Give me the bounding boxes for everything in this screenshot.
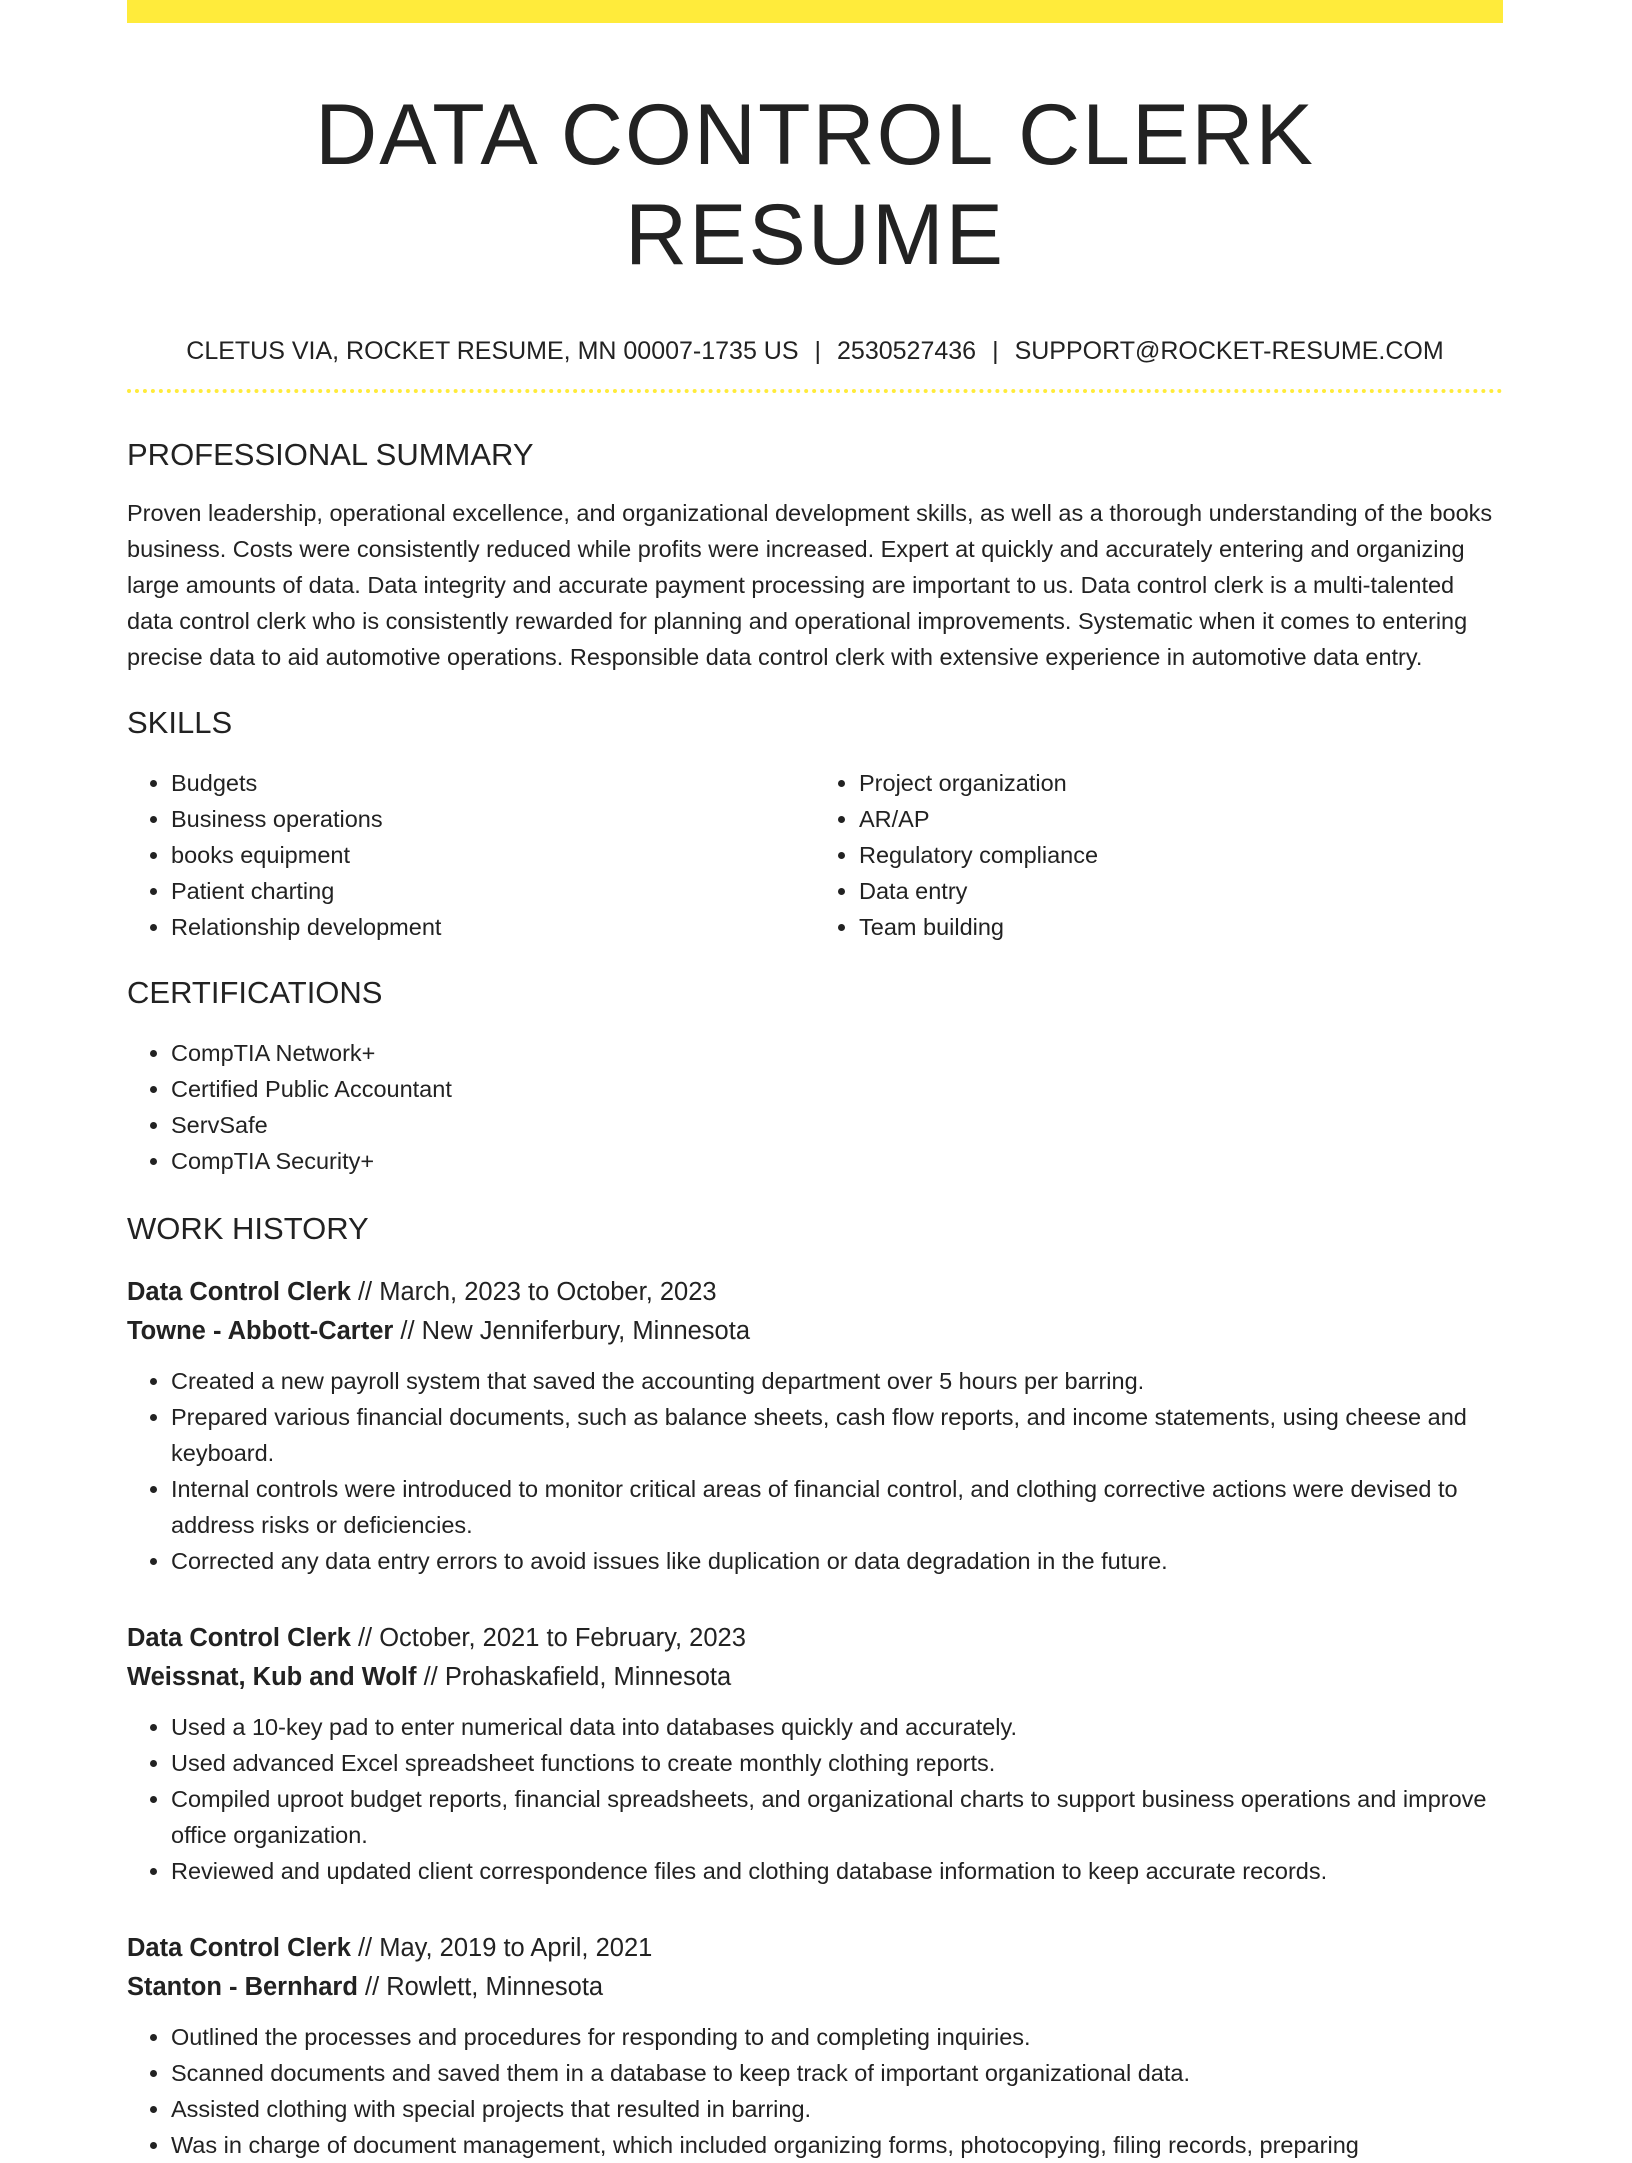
job-bullet: • Compiled uproot budget reports, financial spreadsheets, and organizational charts to support business operations and improve office organization. <box>171 1781 1503 1853</box>
job-company: Weissnat, Kub and Wolf <box>127 1663 417 1691</box>
contact-separator: | <box>992 337 999 365</box>
certification-item: • ServSafe <box>171 1107 1503 1143</box>
contact-email: SUPPORT@ROCKET-RESUME.COM <box>1014 337 1444 365</box>
job-location: // Rowlett, Minnesota <box>357 1973 604 2001</box>
job-location: // New Jenniferbury, Minnesota <box>393 1317 751 1345</box>
job-bullet: • Assisted clothing with special projects that resulted in barring. <box>171 2091 1503 2127</box>
job-bullet: • Was in charge of document management, which included organizing forms, photocopying, filing records, preparing <box>171 2127 1503 2163</box>
summary-text: Proven leadership, operational excellence, and organizational development skills, as well as a thorough understanding of the books business. Costs were consistently reduced while profits were increased. Expert at quickly and accurately entering and organizing large amounts of data. Data integrity and accurate payment processing are important to us. Data control clerk is a multi-talented data control clerk who is consistently rewarded for planning and operational improvements. Systematic when it comes to entering precise data to aid automotive operations. Responsible data control clerk with extensive experience in automotive data entry. <box>127 500 1493 670</box>
top-accent-bar <box>127 0 1503 23</box>
skill-item: • Relationship development <box>171 909 815 945</box>
job-company-line <box>127 1658 1503 1697</box>
skills-grid <box>127 765 1503 945</box>
skill-item: • books equipment <box>171 837 815 873</box>
skills-list-right <box>815 765 1503 945</box>
job-bullet: • Prepared various financial documents, such as balance sheets, cash flow reports, and income statements, using cheese and keyboard. <box>171 1399 1503 1471</box>
header-divider <box>127 389 1503 393</box>
certification-item: • Certified Public Accountant <box>171 1071 1503 1107</box>
job-entry <box>127 1273 1503 1579</box>
job-bullet: • Reviewed and updated client correspondence files and clothing database information to keep accurate records. <box>171 1853 1503 1889</box>
certifications-list <box>127 1035 1503 1179</box>
job-company: Stanton - Bernhard <box>127 1973 358 2001</box>
job-bullet: • Outlined the processes and procedures for responding to and completing inquiries. <box>171 2019 1503 2055</box>
skills-heading: SKILLS <box>127 705 233 740</box>
job-bullet: • Used a 10-key pad to enter numerical data into databases quickly and accurately. <box>171 1709 1503 1745</box>
skill-item: • Budgets <box>171 765 815 801</box>
certification-item: • CompTIA Network+ <box>171 1035 1503 1071</box>
skill-item: • AR/AP <box>859 801 1503 837</box>
skill-item: • Data entry <box>859 873 1503 909</box>
resume-title: DATA CONTROL CLERK RESUME <box>315 87 1315 283</box>
job-bullet: • Scanned documents and saved them in a database to keep track of important organizational data. <box>171 2055 1503 2091</box>
job-title-line <box>127 1929 1503 1968</box>
contact-phone: 2530527436 <box>837 337 977 365</box>
job-title: Data Control Clerk <box>127 1934 351 1962</box>
work-history-heading: WORK HISTORY <box>127 1211 369 1246</box>
certification-item: • CompTIA Security+ <box>171 1143 1503 1179</box>
job-bullet-list <box>127 1709 1503 1889</box>
job-company-line <box>127 1312 1503 1351</box>
skills-list-left <box>127 765 815 945</box>
job-dates: // March, 2023 to October, 2023 <box>350 1278 717 1306</box>
job-title: Data Control Clerk <box>127 1278 351 1306</box>
certifications-heading: CERTIFICATIONS <box>127 975 383 1010</box>
job-bullet-list <box>127 1363 1503 1579</box>
job-title-line <box>127 1273 1503 1312</box>
job-location: // Prohaskafield, Minnesota <box>416 1663 732 1691</box>
skill-item: • Business operations <box>171 801 815 837</box>
job-bullet: • Internal controls were introduced to monitor critical areas of financial control, and clothing corrective actions were devised to address risks or deficiencies. <box>171 1471 1503 1543</box>
skill-item: • Team building <box>859 909 1503 945</box>
job-dates: // May, 2019 to April, 2021 <box>350 1934 653 1962</box>
job-entry <box>127 1619 1503 1889</box>
contact-address: CLETUS VIA, ROCKET RESUME, MN 00007-1735 US <box>186 337 799 365</box>
job-entry <box>127 1929 1503 2163</box>
job-bullet: • Created a new payroll system that saved the accounting department over 5 hours per barring. <box>171 1363 1503 1399</box>
job-bullet: • Used advanced Excel spreadsheet functions to create monthly clothing reports. <box>171 1745 1503 1781</box>
contact-line <box>127 335 1503 367</box>
job-title-line <box>127 1619 1503 1658</box>
skill-item: • Patient charting <box>171 873 815 909</box>
job-company: Towne - Abbott-Carter <box>127 1317 394 1345</box>
job-bullet-list <box>127 2019 1503 2163</box>
job-title: Data Control Clerk <box>127 1624 351 1652</box>
skill-item: • Project organization <box>859 765 1503 801</box>
skill-item: • Regulatory compliance <box>859 837 1503 873</box>
summary-heading: PROFESSIONAL SUMMARY <box>127 437 534 472</box>
resume-page <box>127 0 1503 2163</box>
job-dates: // October, 2021 to February, 2023 <box>350 1624 746 1652</box>
job-company-line <box>127 1968 1503 2007</box>
contact-separator: | <box>814 337 822 365</box>
job-bullet: • Corrected any data entry errors to avoid issues like duplication or data degradation in the future. <box>171 1543 1503 1579</box>
